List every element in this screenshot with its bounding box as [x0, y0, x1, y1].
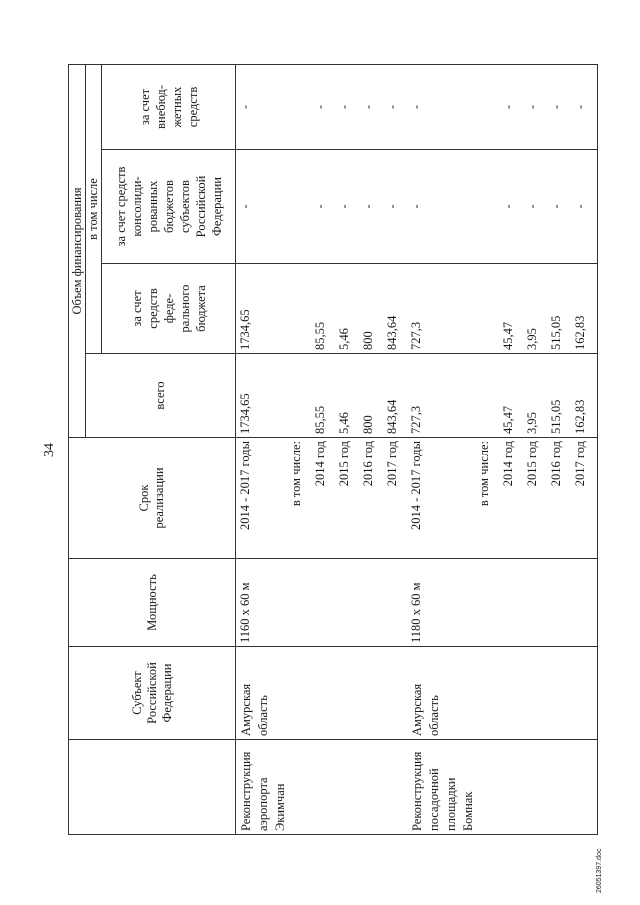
cell-period: 2014 - 2017 годы [236, 438, 290, 559]
cell-capacity [289, 559, 313, 647]
cell-extrabudget: - [573, 65, 598, 150]
cell-capacity [385, 559, 409, 647]
financing-table [68, 64, 598, 835]
table-row [501, 65, 525, 835]
cell-period: 2017 год [385, 438, 409, 559]
cell-regional: - [313, 150, 337, 264]
cell-subject: Амурская область [236, 647, 290, 740]
table-row [549, 65, 573, 835]
cell-total [477, 354, 501, 438]
cell-federal: 843,64 [385, 264, 409, 354]
cell-extrabudget: - [385, 65, 409, 150]
cell-subject: Амурская область [409, 647, 477, 740]
header-extrabudget: за счет внебюд- жетных средств [102, 65, 236, 150]
cell-object [289, 740, 313, 835]
cell-subject [289, 647, 313, 740]
header-subject: Субъект Российской Федерации [69, 647, 236, 740]
cell-object [337, 740, 361, 835]
cell-extrabudget: - [361, 65, 385, 150]
cell-federal: 3,95 [525, 264, 549, 354]
cell-total: 3,95 [525, 354, 549, 438]
cell-object: Реконструкция посадочной площадки Бомнак [409, 740, 477, 835]
table-row [236, 65, 290, 835]
table-row [525, 65, 549, 835]
cell-object [385, 740, 409, 835]
cell-extrabudget: - [525, 65, 549, 150]
cell-regional: - [409, 150, 477, 264]
cell-total: 800 [361, 354, 385, 438]
cell-capacity [477, 559, 501, 647]
table-row [361, 65, 385, 835]
header-total: всего [86, 354, 236, 438]
table-row [313, 65, 337, 835]
cell-federal [477, 264, 501, 354]
cell-federal: 162,83 [573, 264, 598, 354]
header-period: Срок реализации [69, 438, 236, 559]
cell-object [361, 740, 385, 835]
cell-capacity [337, 559, 361, 647]
cell-total: 45,47 [501, 354, 525, 438]
cell-total [289, 354, 313, 438]
cell-period: 2015 год [525, 438, 549, 559]
table-row [477, 65, 501, 835]
cell-extrabudget: - [313, 65, 337, 150]
cell-total: 5,46 [337, 354, 361, 438]
cell-period: 2017 год [573, 438, 598, 559]
cell-regional: - [549, 150, 573, 264]
cell-total: 85,55 [313, 354, 337, 438]
table-row [289, 65, 313, 835]
cell-federal: 727,3 [409, 264, 477, 354]
cell-federal: 1734,65 [236, 264, 290, 354]
cell-regional: - [337, 150, 361, 264]
cell-period: 2016 год [549, 438, 573, 559]
cell-regional [289, 150, 313, 264]
cell-period: 2015 год [337, 438, 361, 559]
cell-subject [549, 647, 573, 740]
cell-federal: 85,55 [313, 264, 337, 354]
cell-regional: - [573, 150, 598, 264]
table-row [385, 65, 409, 835]
cell-capacity: 1160 х 60 м [236, 559, 290, 647]
header-capacity: Мощность [69, 559, 236, 647]
cell-total: 843,64 [385, 354, 409, 438]
cell-total: 515,05 [549, 354, 573, 438]
cell-extrabudget: - [501, 65, 525, 150]
cell-federal: 5,46 [337, 264, 361, 354]
cell-period: 2014 - 2017 годы [409, 438, 477, 559]
cell-object: Реконструкция аэропорта Экимчан [236, 740, 290, 835]
header-object [69, 740, 236, 835]
cell-regional [477, 150, 501, 264]
cell-period: в том числе: [289, 438, 313, 559]
cell-object [501, 740, 525, 835]
cell-capacity: 1180 х 60 м [409, 559, 477, 647]
cell-federal: 45,47 [501, 264, 525, 354]
cell-total: 727,3 [409, 354, 477, 438]
cell-subject [385, 647, 409, 740]
cell-capacity [501, 559, 525, 647]
document-id: 26051397.doc [596, 848, 603, 893]
cell-capacity [313, 559, 337, 647]
cell-regional: - [385, 150, 409, 264]
cell-subject [501, 647, 525, 740]
cell-total: 1734,65 [236, 354, 290, 438]
cell-regional: - [501, 150, 525, 264]
cell-regional: - [525, 150, 549, 264]
cell-subject [361, 647, 385, 740]
cell-extrabudget [477, 65, 501, 150]
cell-federal [289, 264, 313, 354]
cell-regional: - [361, 150, 385, 264]
cell-capacity [573, 559, 598, 647]
cell-object [573, 740, 598, 835]
page-number: 34 [42, 443, 57, 457]
cell-extrabudget: - [409, 65, 477, 150]
cell-period: 2014 год [501, 438, 525, 559]
cell-capacity [361, 559, 385, 647]
cell-subject [313, 647, 337, 740]
cell-extrabudget: - [549, 65, 573, 150]
cell-regional: - [236, 150, 290, 264]
cell-extrabudget: - [236, 65, 290, 150]
header-regional: за счет средств консолиди- рованных бюджетов субъектов Российской Федерации [102, 150, 236, 264]
cell-object [549, 740, 573, 835]
cell-total: 162,83 [573, 354, 598, 438]
cell-federal: 800 [361, 264, 385, 354]
header-federal: за счет средств феде- рального бюджета [102, 264, 236, 354]
cell-federal: 515,05 [549, 264, 573, 354]
cell-capacity [525, 559, 549, 647]
cell-capacity [549, 559, 573, 647]
cell-subject [525, 647, 549, 740]
cell-period: в том числе: [477, 438, 501, 559]
cell-period: 2016 год [361, 438, 385, 559]
cell-extrabudget [289, 65, 313, 150]
cell-object [313, 740, 337, 835]
table-row [573, 65, 598, 835]
table-row [409, 65, 477, 835]
cell-extrabudget: - [337, 65, 361, 150]
cell-subject [573, 647, 598, 740]
table-row [337, 65, 361, 835]
cell-object [525, 740, 549, 835]
table-body [236, 65, 598, 835]
cell-period: 2014 год [313, 438, 337, 559]
cell-subject [337, 647, 361, 740]
header-including: в том числе [86, 65, 102, 354]
cell-subject [477, 647, 501, 740]
header-financing: Объем финансирования [69, 65, 86, 438]
cell-object [477, 740, 501, 835]
